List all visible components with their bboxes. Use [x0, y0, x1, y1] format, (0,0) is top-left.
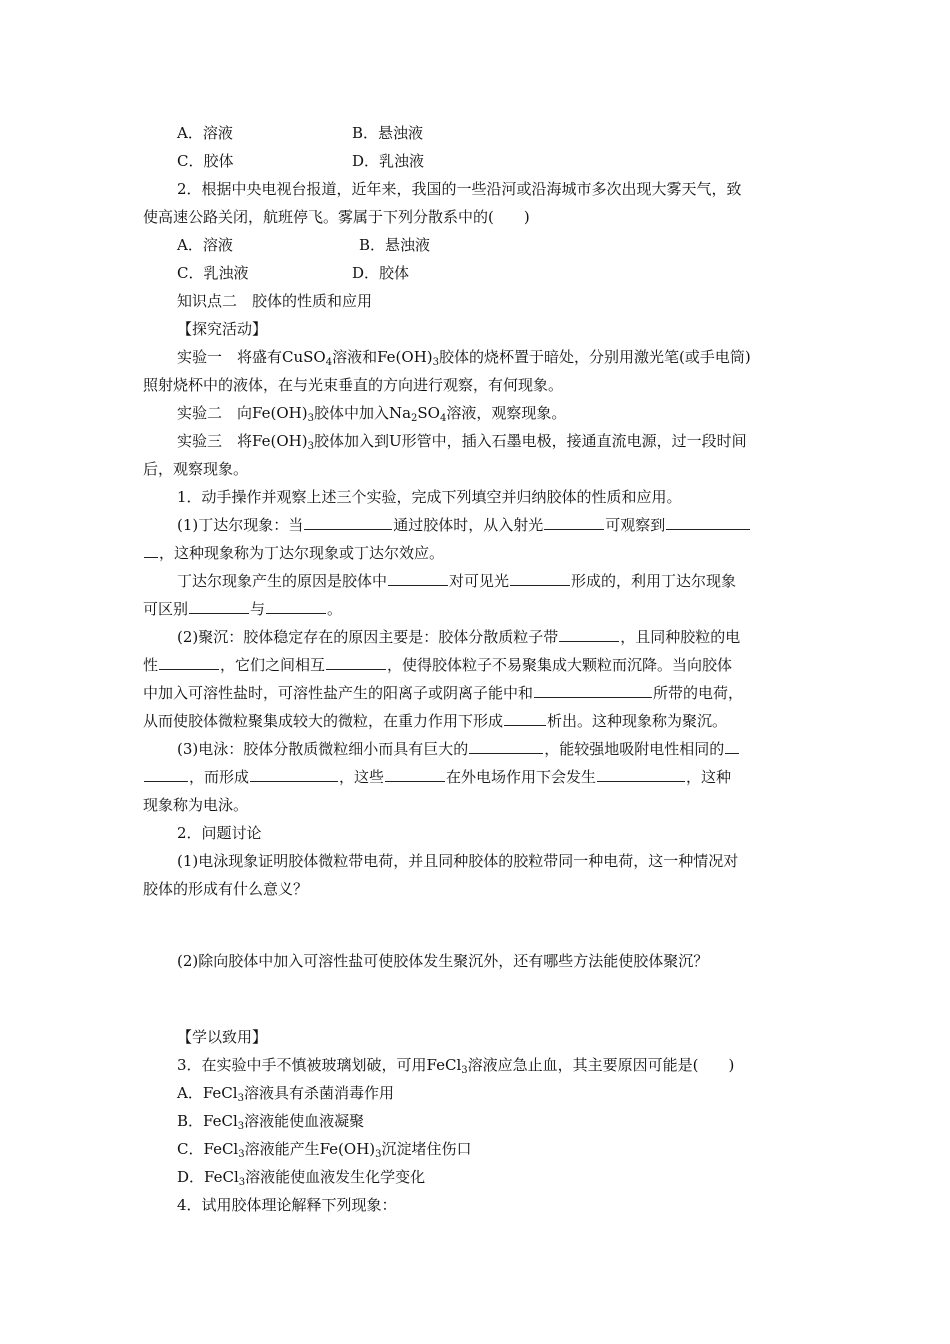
q1-option-b: B．悬浊液: [352, 124, 424, 142]
blank-ions[interactable]: [725, 739, 739, 754]
experiment-3-line1: 实验三 将$Fe(OH)_3$胶体加入到U形管中，插入石墨电极，接通直流电源，过一段时间: [177, 432, 747, 452]
electrophoresis-line3: 现象称为电泳。: [143, 796, 249, 814]
q1-option-c: C．胶体: [177, 152, 234, 170]
electrophoresis-line2: ，而形成 ，这些 在外电场作用下会发生 ，这种: [143, 767, 731, 787]
blank-observed[interactable]: [666, 515, 750, 530]
experiment-1-line2: 照射烧杯中的液体，在与光束垂直的方向进行观察，有何现象。: [143, 376, 564, 394]
blank-ions-cont[interactable]: [144, 767, 188, 782]
blank-scattering[interactable]: [510, 571, 570, 586]
blank-surface-area[interactable]: [469, 739, 543, 754]
blank-precipitate[interactable]: [504, 711, 546, 726]
q2-options-row1: [177, 235, 431, 255]
blank-light-beam[interactable]: [304, 515, 392, 530]
blank-directional-move[interactable]: [597, 767, 685, 782]
experiment-1-line1: 实验一 将盛有CuSO$_4$溶液和$Fe(OH)_3$胶体的烧杯置于暗处，分别用激光笔(或手电筒): [177, 348, 751, 368]
blank-same-charge[interactable]: [159, 655, 219, 670]
blank-repel[interactable]: [326, 655, 386, 670]
discussion-1-line1: (1)电泳现象证明胶体微粒带电荷，并且同种胶体的胶粒带同一种电荷，这一种情况对: [177, 852, 739, 870]
blank-charged-particles[interactable]: [250, 767, 338, 782]
discussion-2: (2)除向胶体中加入可溶性盐可使胶体发生聚沉外，还有哪些方法能使胶体聚沉？: [177, 952, 709, 970]
q1-option-d: D．乳浊液: [352, 152, 425, 170]
q1-option-a: A．溶液: [177, 124, 233, 142]
blank-distinguish-2[interactable]: [266, 599, 326, 614]
blank-direction[interactable]: [544, 515, 604, 530]
tyndall-line2: ，这种现象称为丁达尔现象或丁达尔效应。: [143, 543, 444, 563]
q2-option-c: C．乳浊液: [177, 264, 249, 282]
blank-colloid-particles[interactable]: [534, 683, 652, 698]
q3-stem: 3．在实验中手不慎被玻璃划破，可用FeCl$_3$溶液应急止血，其主要原因可能是( ): [177, 1056, 735, 1076]
q3-option-c: C．FeCl$_3$溶液能产生$Fe(OH)_3$沉淀堵住伤口: [177, 1140, 472, 1160]
q2-stem-line1: 2．根据中央电视台报道，近年来，我国的一些沿河或沿海城市多次出现大雾天气，致: [177, 180, 742, 198]
discussion-1-line2: 胶体的形成有什么意义？: [143, 880, 309, 898]
blank-these-particles[interactable]: [385, 767, 445, 782]
coagulation-line3: 中加入可溶性盐时，可溶性盐产生的阳离子或阴离子能中和 所带的电荷，: [143, 684, 744, 702]
q3-option-b: B．FeCl$_3$溶液能使血液凝聚: [177, 1112, 365, 1132]
q2-options-row2: [177, 263, 410, 283]
coagulation-line1: (2)聚沉：胶体稳定存在的原因主要是：胶体分散质粒子带 ，且同种胶粒的电: [177, 628, 741, 646]
q2-option-a: A．溶液: [177, 236, 233, 254]
experiment-2: 实验二 向$Fe(OH)_3$胶体中加入$Na_2SO_4$溶液，观察现象。: [177, 404, 567, 424]
q2-option-b: B．悬浊液: [359, 236, 431, 254]
q2-stem-line2: 使高速公路关闭，航班停飞。雾属于下列分散系中的( ): [143, 208, 530, 226]
task-1: 1．动手操作并观察上述三个实验，完成下列填空并归纳胶体的性质和应用。: [177, 488, 682, 506]
q4-stem: 4．试用胶体理论解释下列现象：: [177, 1196, 397, 1214]
tyndall-cause-line1: 丁达尔现象产生的原因是胶体中 对可见光 形成的，利用丁达尔现象: [177, 572, 737, 590]
q1-options-row1: [177, 123, 424, 143]
blank-observed-cont[interactable]: [144, 543, 158, 558]
coagulation-line2: 性 ，它们之间相互 ，使得胶体粒子不易聚集成大颗粒而沉降。当向胶体: [143, 656, 733, 674]
experiment-3-line2: 后，观察现象。: [143, 460, 249, 478]
apply-title: 【学以致用】: [177, 1028, 268, 1046]
q3-option-a: A．FeCl$_3$溶液具有杀菌消毒作用: [177, 1084, 394, 1104]
explore-activity-title: 【探究活动】: [177, 320, 268, 338]
q3-option-d: D．FeCl$_3$溶液能使血液发生化学变化: [177, 1168, 426, 1188]
knowledge-point-2-title: 知识点二 胶体的性质和应用: [177, 292, 373, 310]
blank-distinguish-1[interactable]: [189, 599, 249, 614]
tyndall-line1: (1)丁达尔现象：当 通过胶体时，从入射光 可观察到: [177, 515, 751, 535]
q2-option-d: D．胶体: [352, 264, 410, 282]
blank-particles[interactable]: [388, 571, 448, 586]
tyndall-cause-line2: 可区别 与 。: [143, 600, 343, 618]
blank-charge[interactable]: [559, 627, 619, 642]
coagulation-line4: 从而使胶体微粒聚集成较大的微粒，在重力作用下形成 析出。这种现象称为聚沉。: [143, 712, 728, 730]
q1-options-row2: [177, 151, 425, 171]
task-2: 2．问题讨论: [177, 824, 262, 842]
electrophoresis-line1: (3)电泳：胶体分散质微粒细小而具有巨大的 ，能较强地吸附电性相同的: [177, 739, 740, 759]
